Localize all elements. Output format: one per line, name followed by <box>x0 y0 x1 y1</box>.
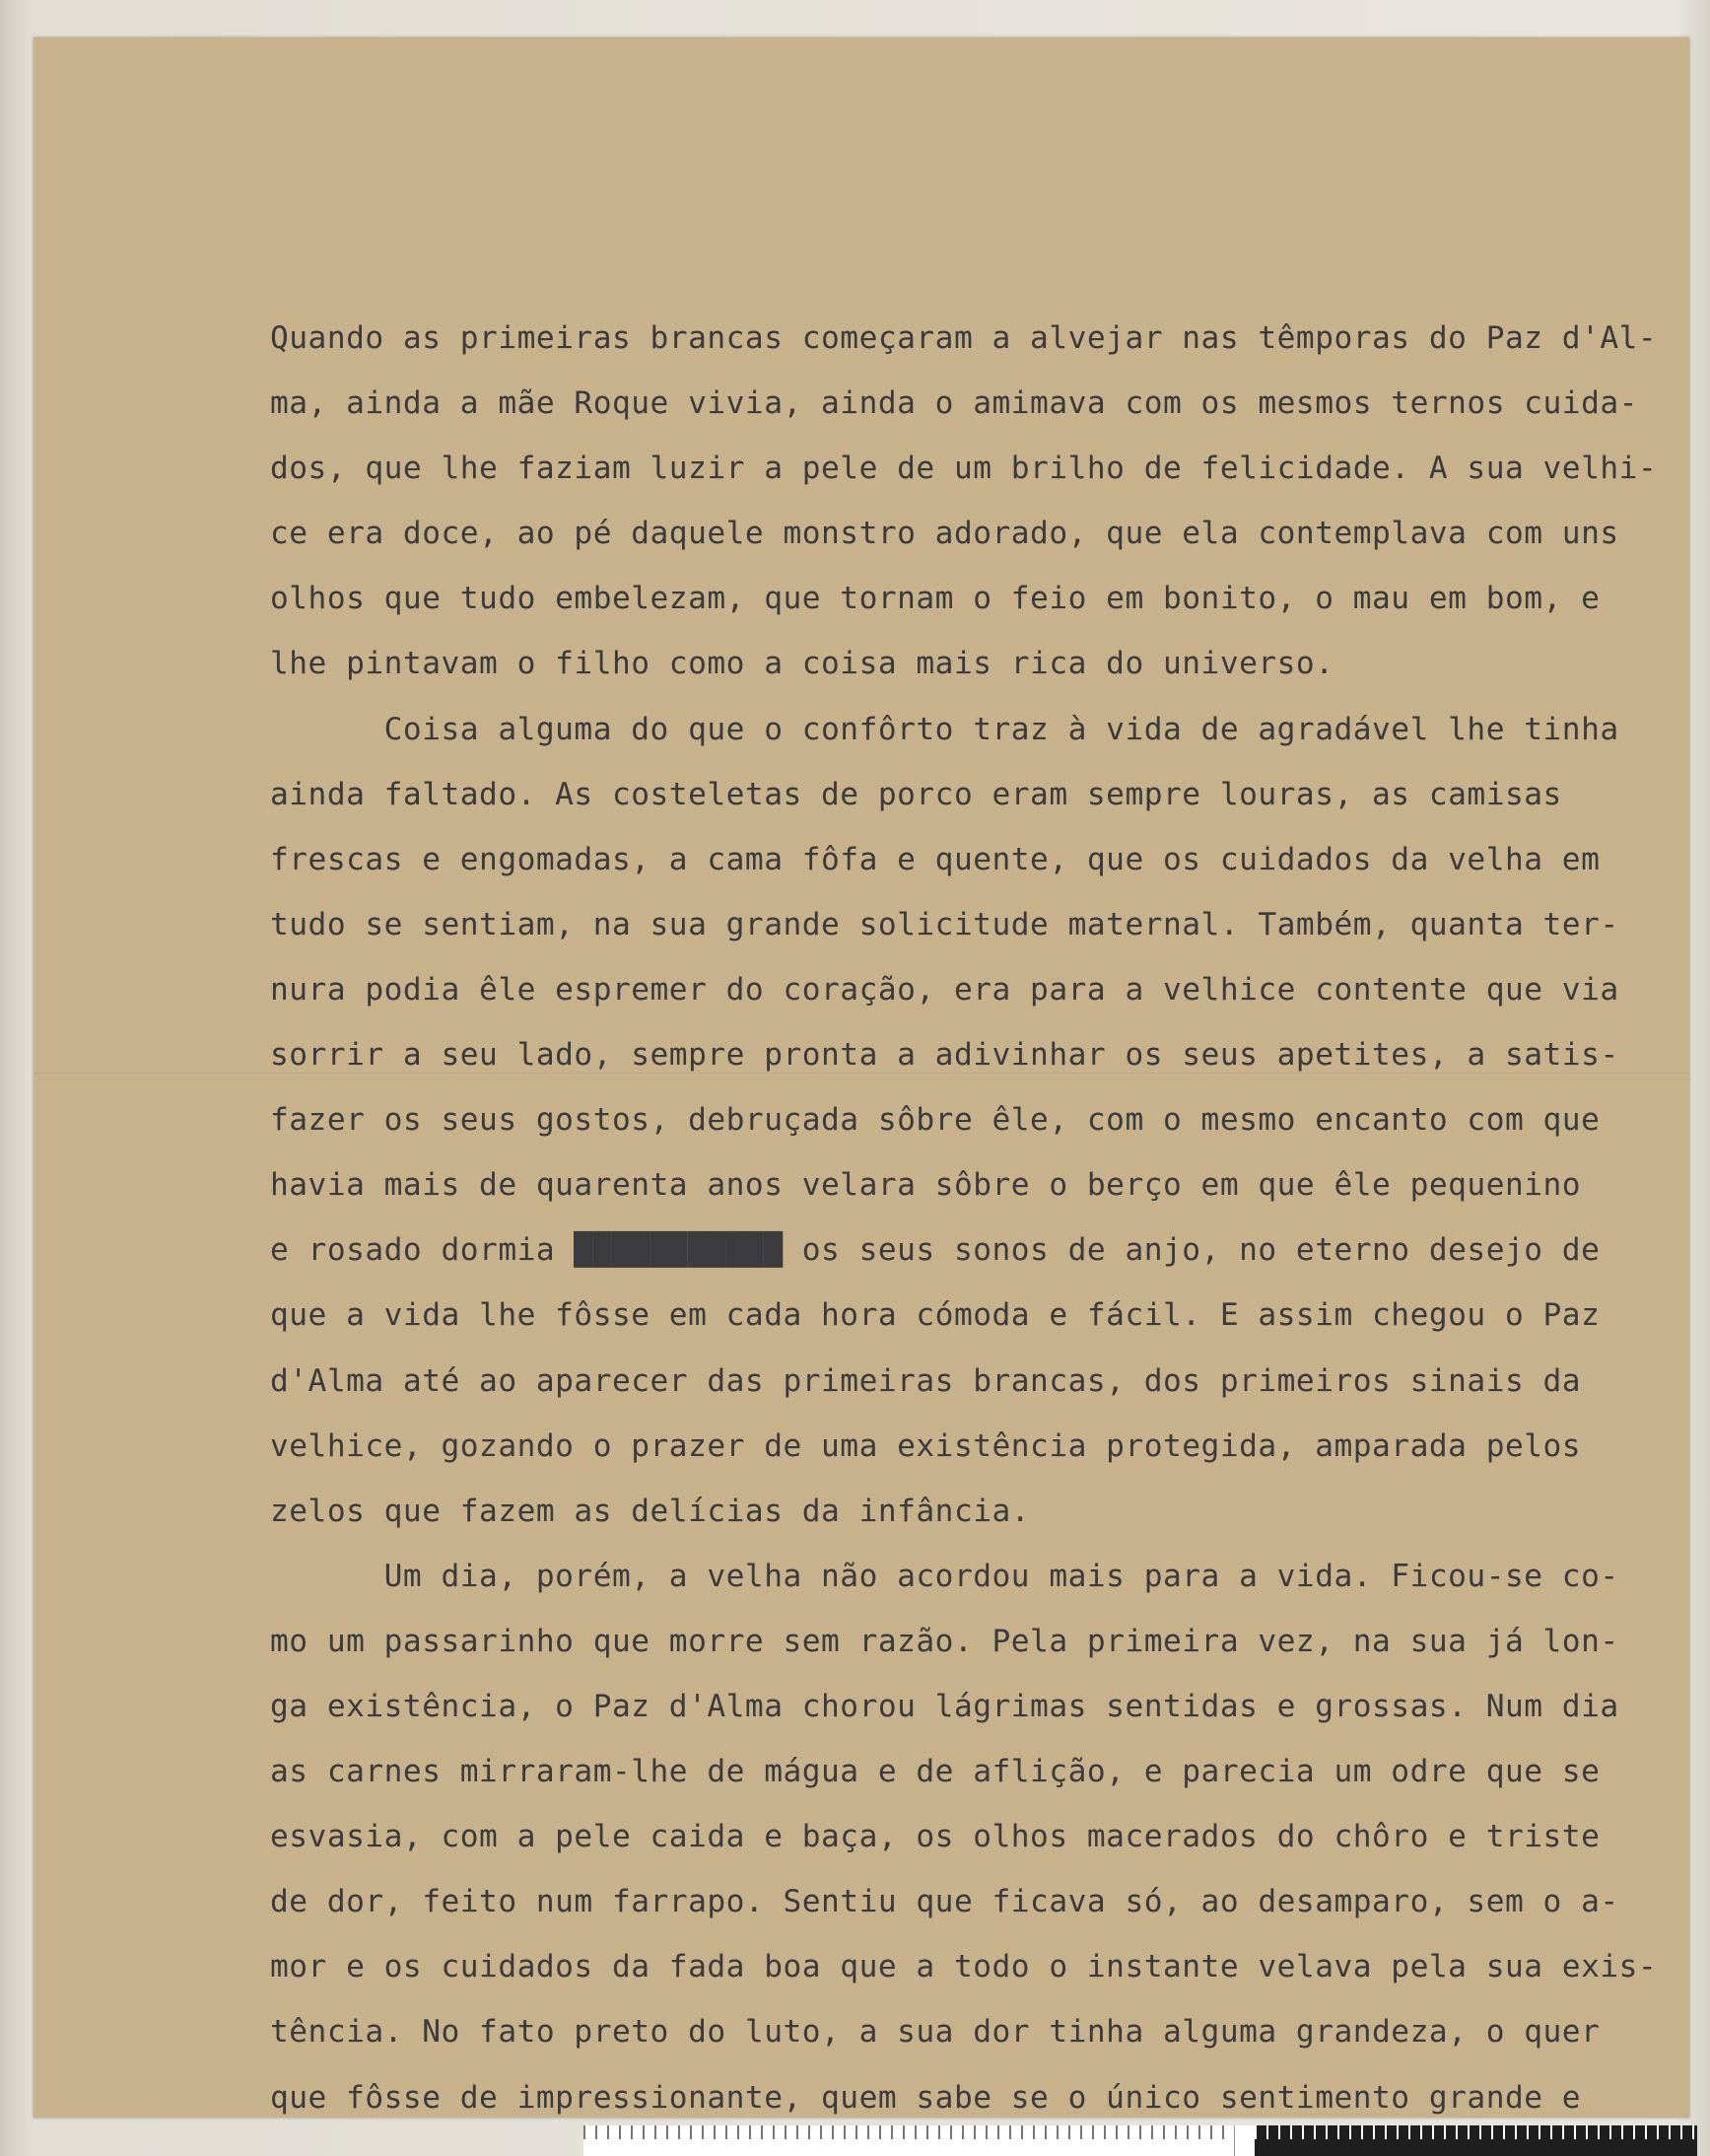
text-line: dos, que lhe faziam luzir a pele de um brilho de felicidade. A sua velhi- <box>270 451 1658 487</box>
text-line: Quando as primeiras brancas começaram a alvejar nas têmporas do Paz d'Al- <box>270 320 1658 356</box>
text-line: esvasia, com a pele caida e baça, os olhos macerados do chôro e triste <box>270 1819 1601 1855</box>
text-line: sorrir a seu lado, sempre pronta a adivinhar os seus apetites, a satis- <box>270 1037 1619 1074</box>
text-line: que fôsse de impressionante, quem sabe se o único sentimento grande e <box>270 2079 1582 2116</box>
text-line: de dor, feito num farrapo. Sentiu que ficava só, ao desamparo, sem o a- <box>270 1884 1619 1920</box>
text-line: Coisa alguma do que o confôrto traz à vida de agradável lhe tinha <box>270 711 1619 747</box>
text-line: lhe pintavam o filho como a coisa mais rica do universo. <box>270 646 1334 682</box>
text-line: havia mais de quarenta anos velara sôbre o berço em que êle pequenino <box>270 1167 1582 1204</box>
text-line: frescas e engomadas, a cama fôfa e quente, que os cuidados da velha em <box>270 841 1601 877</box>
text-line: mor e os cuidados da fada boa que a todo o instante velava pela sua exis- <box>270 1949 1658 1985</box>
text-line: olhos que tudo embelezam, que tornam o feio em bonito, o mau em bom, e <box>270 581 1601 617</box>
text-line: zelos que fazem as delícias da infância. <box>270 1493 1031 1529</box>
text-line: fazer os seus gostos, debruçada sôbre êle, com o mesmo encanto com que <box>270 1102 1601 1139</box>
text-line: nura podia êle espremer do coração, era para a velhice contente que via <box>270 971 1619 1008</box>
ruler-light-segment <box>583 2125 1235 2156</box>
text-line: ce era doce, ao pé daquele monstro adorado, que ela contemplava com uns <box>270 516 1619 552</box>
text-line: ma, ainda a mãe Roque vivia, ainda o amimava com os mesmos ternos cuida- <box>270 385 1638 422</box>
text-line: e rosado dormia ███████████ os seus sonos de anjo, no eterno desejo de <box>270 1232 1601 1269</box>
text-line: ainda faltado. As costeletas de porco eram sempre louras, as camisas <box>270 776 1562 812</box>
text-line: Um dia, porém, a velha não acordou mais para a vida. Ficou-se co- <box>270 1558 1619 1594</box>
text-line: d'Alma até ao aparecer das primeiras brancas, dos primeiros sinais da <box>270 1362 1582 1399</box>
typewritten-page <box>34 37 1689 2118</box>
text-line: velhice, gozando o prazer de uma existência protegida, amparada pelos <box>270 1427 1582 1464</box>
page-text <box>270 306 1709 2130</box>
ruler-dark-segment <box>1255 2125 1697 2156</box>
scale-ruler <box>583 2125 1697 2156</box>
text-line: ga existência, o Paz d'Alma chorou lágrimas sentidas e grossas. Num dia <box>270 1688 1619 1724</box>
text-line: as carnes mirraram-lhe de mágua e de aflição, e parecia um odre que se <box>270 1754 1601 1790</box>
text-line: tudo se sentiam, na sua grande solicitude maternal. Também, quanta ter- <box>270 906 1619 942</box>
text-line: que a vida lhe fôsse em cada hora cómoda e fácil. E assim chegou o Paz <box>270 1297 1601 1334</box>
text-line: tência. No fato preto do luto, a sua dor tinha alguma grandeza, o quer <box>270 2014 1601 2051</box>
text-line: mo um passarinho que morre sem razão. Pela primeira vez, na sua já lon- <box>270 1623 1619 1659</box>
ruler-divider <box>1235 2125 1255 2156</box>
